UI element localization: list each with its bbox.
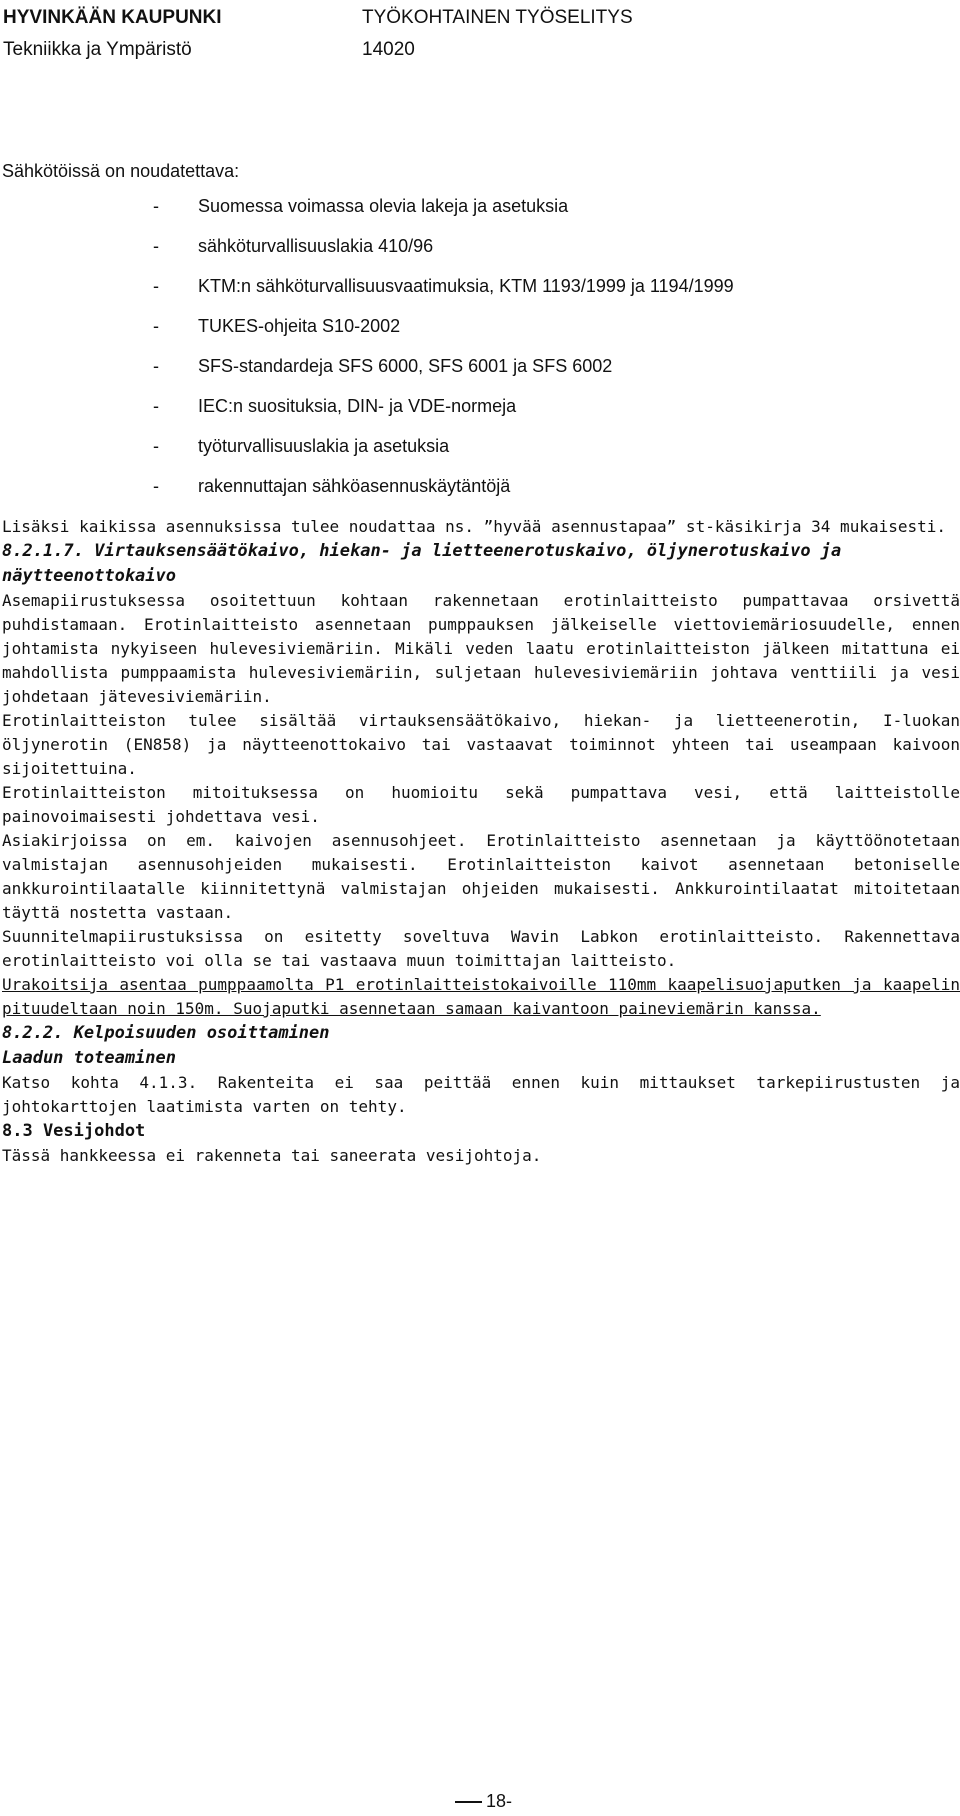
paragraph: Erotinlaitteiston mitoituksessa on huomioitu sekä pumpattava vesi, että laitteistolle painovoimaisesti johdettava vesi. (2, 783, 960, 826)
list-item-text: Suomessa voimassa olevia lakeja ja asetuksia (198, 196, 569, 216)
organization-name: HYVINKÄÄN KAUPUNKI (3, 7, 222, 28)
list-item (2, 315, 960, 337)
requirements-intro: Sähkötöissä on noudatettava: (2, 161, 240, 181)
paragraph: Asiakirjoissa on em. kaivojen asennusohjeet. Erotinlaitteisto asennetaan ja käyttöönotetaan valmistajan asennusohjeiden mukaisesti. Erotinlaitteiston kaivot asennetaan betoniselle ankkurointilaatalle kiinnitettynä valmistajan ohjeiden mukaisesti. Ankkurointilaatat mitoitetaan täyttä nostetta vastaan. (2, 831, 960, 922)
paragraph: Asemapiirustuksessa osoitettuun kohtaan rakennetaan erotinlaitteisto pumpattavaa orsivettä puhdistamaan. Erotinlaitteisto asennetaan pumppauksen jälkeiselle viettoviemäriosuudelle, ennen johtamista nykyiseen hulevesiviemäriin. Mikäli veden laatu erotinlaitteiston jälkeen mitattuna ei mahdollista pumppaamista hulevesiviemäriin, suljetaan hulevesiviemäriin johtava venttiili ja vesi johdetaan jätevesiviemäriin. (2, 591, 960, 706)
document-body (2, 160, 960, 1168)
list-item-text: sähköturvallisuuslakia 410/96 (198, 236, 434, 256)
underlined-paragraph: Urakoitsija asentaa pumppaamolta P1 erotinlaitteistokaivoille 110mm kaapelisuojaputken ja kaapelin pituudeltaan noin 150m. Suojaputki asennetaan samaan kaivantoon paineviemärin kanssa. (2, 975, 960, 1018)
list-item (2, 395, 960, 417)
document-number: 14020 (362, 39, 415, 60)
list-item-text: rakennuttajan sähköasennuskäytäntöjä (198, 476, 511, 496)
list-item-text: TUKES-ohjeita S10-2002 (198, 316, 401, 336)
requirements-list (2, 195, 960, 497)
page-number: 18- (486, 1791, 513, 1811)
list-dash: - (153, 276, 159, 296)
paragraph-lisaksi: Lisäksi kaikissa asennuksissa tulee noudattaa ns. ”hyvää asennustapaa” st-käsikirja 34 mukaisesti. (2, 517, 947, 536)
page-header (0, 6, 960, 66)
document-type: TYÖKOHTAINEN TYÖSELITYS (362, 7, 633, 28)
list-item-text: KTM:n sähköturvallisuusvaatimuksia, KTM 1193/1999 ja 1194/1999 (198, 276, 734, 296)
list-item (2, 475, 960, 497)
page-footer (0, 1790, 960, 1812)
section-83-heading: 8.3 Vesijohdot (2, 1121, 146, 1141)
list-dash: - (153, 196, 159, 216)
list-dash: - (153, 476, 159, 496)
list-item-text: SFS-standardeja SFS 6000, SFS 6001 ja SFS 6002 (198, 356, 613, 376)
section-822-subheading: Laadun toteaminen (2, 1048, 176, 1068)
list-item (2, 275, 960, 297)
list-item-text: IEC:n suosituksia, DIN- ja VDE-normeja (198, 396, 517, 416)
paragraph: Erotinlaitteiston tulee sisältää virtauksensäätökaivo, hiekan- ja lietteenerotin, I-luokan öljynerotin (EN858) ja näytteenottokaivo tai vastaavat toiminnot yhteen tai useampaan kaivoon sijoitettuina. (2, 711, 960, 778)
list-dash: - (153, 236, 159, 256)
list-dash: - (153, 356, 159, 376)
list-dash: - (153, 396, 159, 416)
page-number-dash (455, 1801, 482, 1803)
department-name: Tekniikka ja Ympäristö (3, 39, 192, 60)
paragraph: Suunnitelmapiirustuksissa on esitetty soveltuva Wavin Labkon erotinlaitteisto. Rakennettava erotinlaitteisto voi olla se tai vastaava muun toimittajan laitteisto. (2, 927, 960, 970)
list-dash: - (153, 436, 159, 456)
list-dash: - (153, 316, 159, 336)
paragraph: Katso kohta 4.1.3. Rakenteita ei saa peittää ennen kuin mittaukset tarkepiirustusten ja johtokarttojen laatimista varten on tehty. (2, 1073, 960, 1116)
list-item-text: työturvallisuuslakia ja asetuksia (198, 436, 450, 456)
list-item (2, 195, 960, 217)
list-item (2, 435, 960, 457)
section-8217-heading: 8.2.1.7. Virtauksensäätökaivo, hiekan- ja lietteenerotuskaivo, öljynerotuskaivo ja näytteenottokaivo (2, 541, 842, 586)
list-item (2, 355, 960, 377)
section-822-heading: 8.2.2. Kelpoisuuden osoittaminen (2, 1023, 330, 1043)
paragraph: Tässä hankkeessa ei rakenneta tai saneerata vesijohtoja. (2, 1146, 542, 1165)
list-item (2, 235, 960, 257)
